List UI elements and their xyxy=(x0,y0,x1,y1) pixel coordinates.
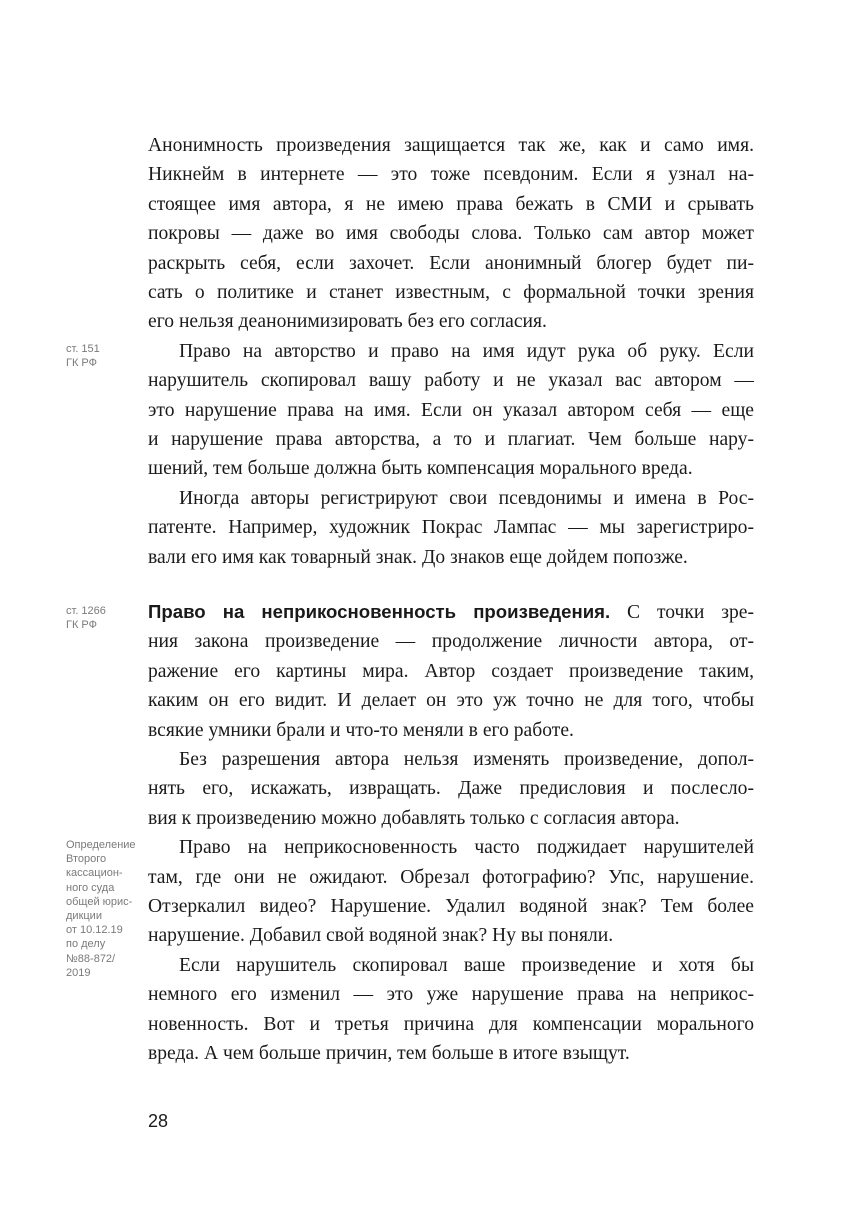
body-text-top xyxy=(148,131,754,572)
text-line: Право на неприкосновенность часто поджидает нарушителей xyxy=(179,837,754,859)
page-number: 28 xyxy=(148,1111,169,1131)
text-line: новенность. Вот и третья причина для компенсации морального xyxy=(148,1013,754,1035)
side-note-line: от 10.12.19 xyxy=(66,924,123,937)
text-line: ния закона произведение — продолжение личности автора, от- xyxy=(148,631,754,653)
text-line: всякие умники брали и что-то меняли в его работе. xyxy=(148,719,574,741)
text-line: вреда. А чем больше причин, тем больше в итоге взыщут. xyxy=(148,1043,630,1065)
paragraph-5 xyxy=(148,745,754,833)
text-line: вия к произведению можно добавлять только с согласия автора. xyxy=(148,807,680,829)
paragraph-6 xyxy=(148,833,754,951)
heading-line-rest: С точки зре- xyxy=(610,602,754,623)
text-line: Отзеркалил видео? Нарушение. Удалил водяной знак? Тем более xyxy=(148,896,754,918)
text-line: Право на авторство и право на имя идут рука об руку. Если xyxy=(179,340,754,362)
side-note-2 xyxy=(66,604,146,632)
text-line: нять его, искажать, извращать. Даже предисловия и послесло- xyxy=(148,778,754,800)
paragraph-2 xyxy=(148,337,754,484)
body-text-bottom xyxy=(148,597,754,1069)
side-note-line: №88-872/ xyxy=(66,952,116,965)
side-note-line: дикции xyxy=(66,910,102,923)
side-note-line: ГК РФ xyxy=(66,357,97,370)
text-line: Анонимность произведения защищается так же, как и само имя. xyxy=(148,135,754,156)
side-note-line: ного суда xyxy=(66,881,115,894)
side-note-line: 2019 xyxy=(66,966,91,979)
text-line: ражение его картины мира. Автор создает произведение таким, xyxy=(148,660,754,682)
side-note-3 xyxy=(66,838,146,980)
text-line: нарушение. Добавил свой водяной знак? Ну вы поняли. xyxy=(148,925,614,947)
text-line xyxy=(148,597,754,627)
text-line: Никнейм в интернете — это тоже псевдоним. Если я узнал на- xyxy=(148,164,754,186)
section-heading: Право на неприкосновенность произведения. xyxy=(148,601,611,622)
text-line: Иногда авторы регистрируют свои псевдонимы и имена в Рос- xyxy=(179,487,754,509)
side-note-line: по делу xyxy=(66,938,106,951)
text-line: вали его имя как товарный знак. До знаков еще дойдем попозже. xyxy=(148,546,688,568)
text-line: его нельзя деанонимизировать без его согласия. xyxy=(148,311,547,333)
side-note-line: общей юрис- xyxy=(66,895,133,908)
side-note-1 xyxy=(66,342,146,370)
text-line: каким он его видит. И делает он это уж точно не для того, чтобы xyxy=(148,690,754,712)
text-line: Без разрешения автора нельзя изменять произведение, допол- xyxy=(179,749,754,771)
side-note-line: Определение xyxy=(66,839,136,851)
text-line: шений, тем больше должна быть компенсация морального вреда. xyxy=(148,458,693,480)
paragraph-1 xyxy=(148,131,754,337)
paragraph-7 xyxy=(148,951,754,1069)
text-line: это нарушение права на имя. Если он указал автором себя — еще xyxy=(148,399,754,421)
text-line: сать о политике и станет известным, с формальной точки зрения xyxy=(148,282,754,304)
paragraph-4 xyxy=(148,597,754,745)
side-note-line: кассацион- xyxy=(66,867,123,880)
text-line: нарушитель скопировал вашу работу и не указал вас автором — xyxy=(148,370,754,392)
text-line: стоящее имя автора, я не имею права бежать в СМИ и срывать xyxy=(148,193,754,215)
side-note-line: ст. 151 xyxy=(66,343,100,355)
text-line: немного его изменил — это уже нарушение права на неприкос- xyxy=(148,984,754,1006)
text-line: Если нарушитель скопировал ваше произведение и хотя бы xyxy=(179,954,754,976)
text-line: раскрыть себя, если захочет. Если анонимный блогер будет пи- xyxy=(148,252,754,274)
paragraph-3 xyxy=(148,484,754,572)
side-note-line: Второго xyxy=(66,853,107,866)
text-line: там, где они не ожидают. Обрезал фотографию? Упс, нарушение. xyxy=(148,866,754,888)
text-line: и нарушение права авторства, а то и плагиат. Чем больше нару- xyxy=(148,429,754,451)
side-note-line: ГК РФ xyxy=(66,619,97,632)
side-note-line: ст. 1266 xyxy=(66,605,106,617)
text-line: патенте. Например, художник Покрас Лампас — мы зарегистриро- xyxy=(148,517,754,539)
text-line: покровы — даже во имя свободы слова. Только сам автор может xyxy=(148,223,754,245)
